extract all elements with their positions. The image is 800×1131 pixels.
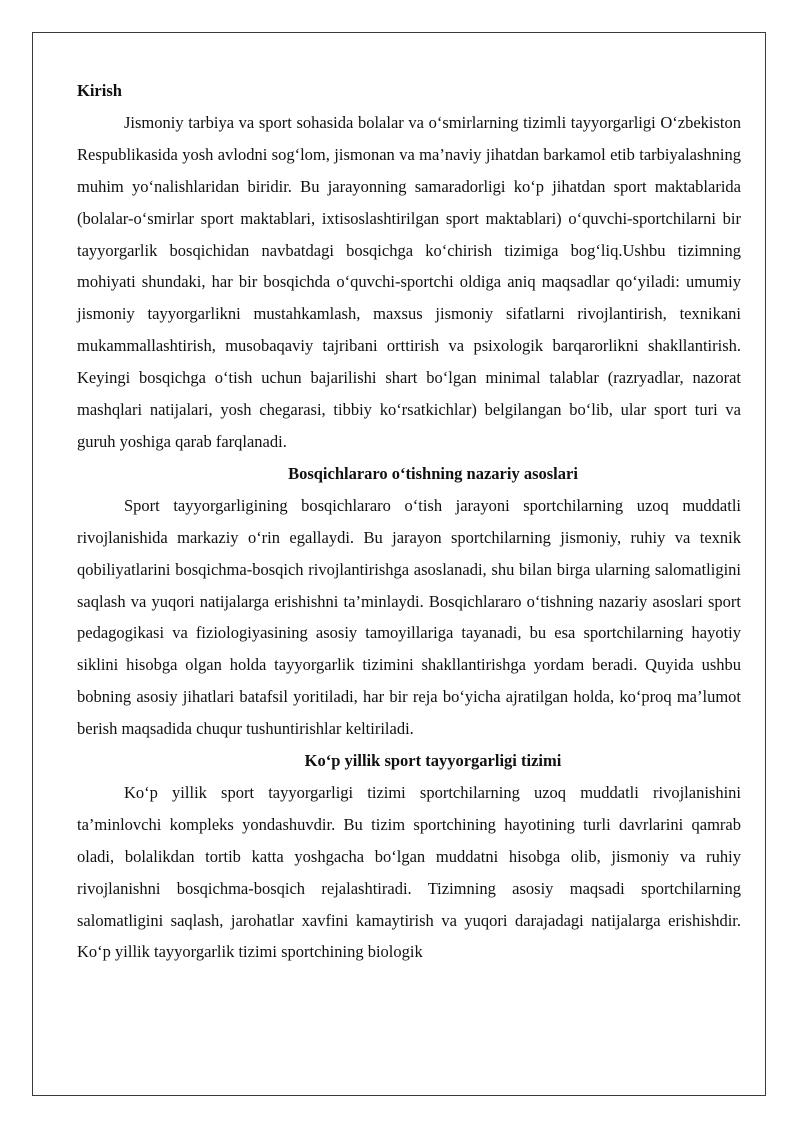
document-body <box>77 75 741 968</box>
long-term-training-system-paragraph: Ko‘p yillik sport tayyorgarligi tizimi sportchilarning uzoq muddatli rivojlanishini ta’minlovchi kompleks yondashuvdir. Bu tizim sportchining hayotining turli davrlarini qamrab oladi, bolalikdan tortib katta yoshgacha bo‘lgan muddatni hisobga olib, jismoniy va ruhiy rivojlanishni bosqichma-bosqich rejalashtiradi. Tizimning asosiy maqsadi sportchilarning salomatligini saqlash, jarohatlar xavfini kamaytirish va yuqori darajadagi natijalarga erishishdir. Ko‘p yillik tayyorgarlik tizimi sportchining biologik <box>77 782 741 962</box>
section-heading-theoretical-foundations: Bosqichlararo o‘tishning nazariy asoslari <box>288 463 578 483</box>
section-heading-introduction: Kirish <box>77 81 122 100</box>
theoretical-foundations-paragraph: Sport tayyorgarligining bosqichlararo o‘tish jarayoni sportchilarning uzoq muddatli rivojlanishida markaziy o‘rin egallaydi. Bu jarayon sportchilarning jismoniy, ruhiy va texnik qobiliyatlarini bosqichma-bosqich rivojlantirishga asoslanadi, shu bilan birga ularning salomatligini saqlash va yuqori natijalarga erishishni ta’minlaydi. Bosqichlararo o‘tishning nazariy asoslari sport pedagogikasi va fiziologiyasining asosiy tamoyillariga tayanadi, bu esa sportchilarning hayotiy siklini hisobga olgan holda tayyorgarlik tizimini shakllantirishga yordam beradi. Quyida ushbu bobning asosiy jihatlari batafsil yoritiladi, har bir reja bo‘yicha ajratilgan holda, ko‘proq ma’lumot berish maqsadida chuqur tushuntirishlar keltiriladi. <box>77 495 741 739</box>
introduction-paragraph: Jismoniy tarbiya va sport sohasida bolalar va o‘smirlarning tizimli tayyorgarligi O‘zbekiston Respublikasida yosh avlodni sog‘lom, jismonan va ma’naviy jihatdan barkamol etib tarbiyalashning muhim yo‘nalishlaridan biridir. Bu jarayonning samaradorligi ko‘p jihatdan sport maktablarida (bolalar-o‘smirlar sport maktablari, ixtisoslashtirilgan sport maktablari) o‘quvchi-sportchilarni bir tayyorgarlik bosqichidan navbatdagi bosqichga ko‘chirish tizimiga bog‘liq.Ushbu tizimning mohiyati shundaki, har bir bosqichda o‘quvchi-sportchi oldiga aniq maqsadlar qo‘yiladi: umumiy jismoniy tayyorgarlikni mustahkamlash, maxsus jismoniy sifatlarni rivojlantirish, texnikani mukammallashtirish, musobaqaviy tajribani orttirish va psixologik barqarorlikni shakllantirish. Keyingi bosqichga o‘tish uchun bajarilishi shart bo‘lgan minimal talablar (razryadlar, nazorat mashqlari natijalari, yosh chegarasi, tibbiy ko‘rsatkichlar) belgilangan bo‘lib, ular sport turi va guruh yoshiga qarab farqlanadi. <box>77 112 741 451</box>
section-heading-long-term-training-system: Ko‘p yillik sport tayyorgarligi tizimi <box>304 751 562 771</box>
